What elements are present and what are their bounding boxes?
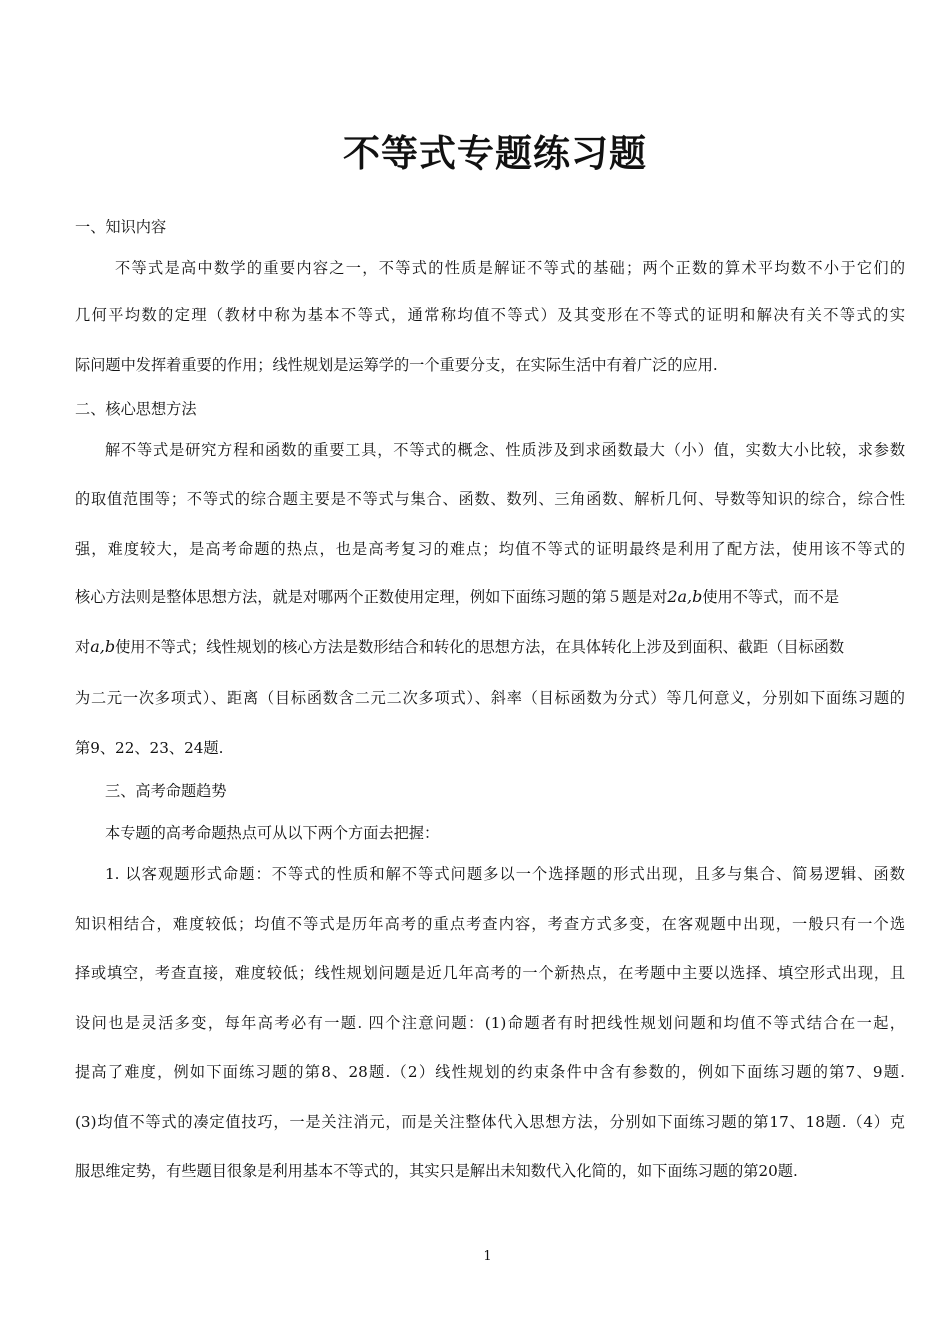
section3-heading: 三、高考命题趋势 <box>105 782 227 800</box>
math-expression-2ab: 2a,b <box>667 587 703 606</box>
section2-line-7: 第9、22、23、24题. <box>75 739 224 757</box>
section2-line-5-text-b: 使用不等式；线性规划的核心方法是数形结合和转化的思想方法，在具体转化上涉及到面积、截距（目标函数 <box>115 638 845 656</box>
section1-heading: 一、知识内容 <box>75 218 167 236</box>
section3-line-5: 提高了难度，例如下面练习题的第8、28题.（2）线性规划的约束条件中含有参数的，例如下面练习题的第7、9题. <box>75 1063 905 1081</box>
section3-line-6: (3)均值不等式的凑定值技巧，一是关注消元，而是关注整体代入思想方法，分别如下面练习题的第17、18题.（4）克 <box>75 1113 905 1131</box>
section2-line-4-text-a: 核心方法则是整体思想方法，就是对哪两个正数使用定理，例如下面练习题的第５题是对 <box>75 588 668 606</box>
section3-line-1: 1. 以客观题形式命题：不等式的性质和解不等式问题多以一个选择题的形式出现，且多与集合、简易逻辑、函数 <box>105 865 905 883</box>
section3-intro: 本专题的高考命题热点可从以下两个方面去把握： <box>105 824 440 842</box>
math-expression-ab: a,b <box>90 637 116 656</box>
section2-heading: 二、核心思想方法 <box>75 400 197 418</box>
page-title: 不等式专题练习题 <box>343 132 647 175</box>
section3-line-2: 知识相结合，难度较低；均值不等式是历年高考的重点考查内容，考查方式多变，在客观题中出现，一般只有一个选 <box>75 915 905 933</box>
section3-line-3: 择或填空，考查直接，难度较低；线性规划问题是近几年高考的一个新热点，在考题中主要以选择、填空形式出现，且 <box>75 964 905 982</box>
section1-line-1: 不等式是高中数学的重要内容之一，不等式的性质是解证不等式的基础；两个正数的算术平均数不小于它们的 <box>115 259 905 277</box>
page-number: 1 <box>483 1249 492 1264</box>
section1-line-3: 际问题中发挥着重要的作用；线性规划是运筹学的一个重要分支，在实际生活中有着广泛的应用. <box>75 356 718 374</box>
section2-line-4-text-b: 使用不等式，而不是 <box>702 588 840 606</box>
section2-line-1: 解不等式是研究方程和函数的重要工具，不等式的概念、性质涉及到求函数最大（小）值，实数大小比较，求参数 <box>105 441 905 459</box>
section1-line-2: 几何平均数的定理（教材中称为基本不等式，通常称均值不等式）及其变形在不等式的证明和解决有关不等式的实 <box>75 306 905 324</box>
section2-line-4 <box>75 587 839 607</box>
section2-line-3: 强，难度较大，是高考命题的热点，也是高考复习的难点；均值不等式的证明最终是利用了配方法，使用该不等式的 <box>75 540 905 558</box>
section2-line-5 <box>75 637 844 657</box>
section2-line-6: 为二元一次多项式）、距离（目标函数含二元二次多项式）、斜率（目标函数为分式）等几何意义，分别如下面练习题的 <box>75 689 905 707</box>
section2-line-5-text-a: 对 <box>75 638 91 656</box>
section2-line-2: 的取值范围等；不等式的综合题主要是不等式与集合、函数、数列、三角函数、解析几何、导数等知识的综合，综合性 <box>75 490 905 508</box>
section3-line-4: 设问也是灵活多变，每年高考必有一题. 四个注意问题：(1)命题者有时把线性规划问题和均值不等式结合在一起， <box>75 1014 905 1032</box>
section3-line-7: 服思维定势，有些题目很象是利用基本不等式的，其实只是解出未知数代入化简的，如下面练习题的第20题. <box>75 1162 798 1180</box>
